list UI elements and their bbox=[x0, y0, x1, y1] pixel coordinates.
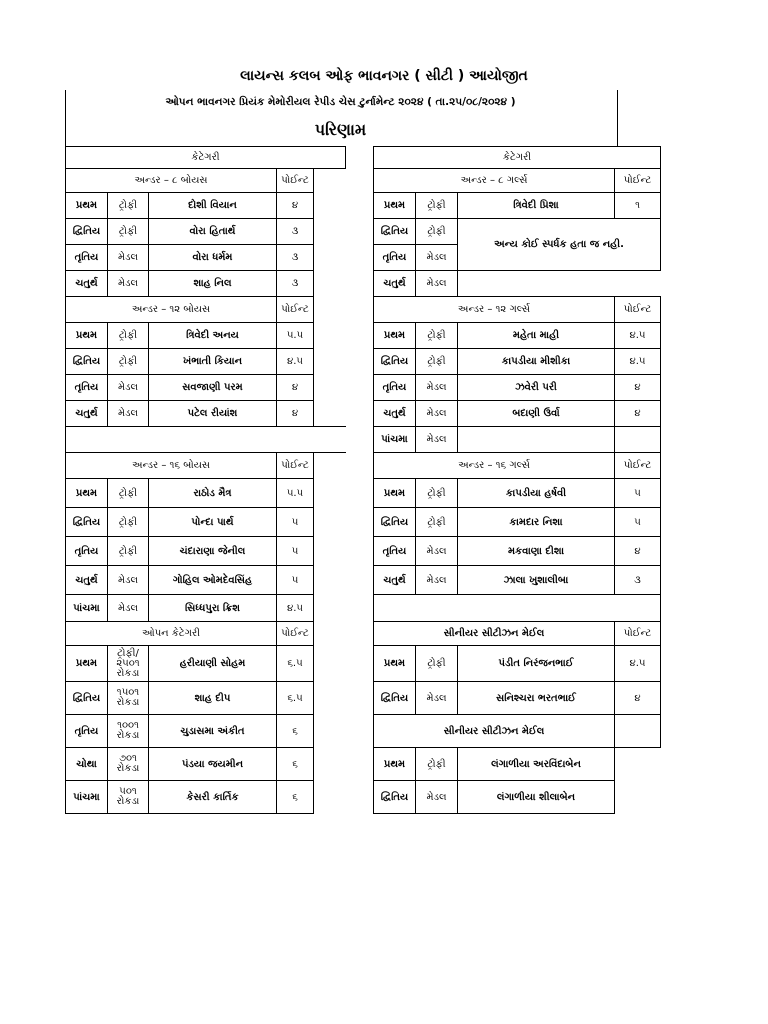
name-cell: શાહ નિલ bbox=[149, 271, 277, 297]
prize-cell: મેડલ bbox=[416, 271, 458, 297]
points-cell: ૩ bbox=[615, 566, 661, 595]
rank-cell: ચતુર્થ bbox=[66, 271, 108, 297]
rank-cell: દ્વિતિય bbox=[374, 349, 416, 375]
points-cell: ૬ bbox=[277, 781, 314, 814]
prize-cell: મેડલ bbox=[108, 595, 149, 622]
name-cell: ખંભાતી કિયાન bbox=[149, 349, 277, 375]
name-cell: કાપડીયા હર્ષવી bbox=[458, 479, 615, 508]
name-cell: કામદાર નિશા bbox=[458, 508, 615, 537]
points-cell bbox=[615, 427, 661, 453]
table-row bbox=[66, 715, 346, 748]
rank-cell: ચતુર્થ bbox=[374, 566, 416, 595]
rank-cell: તૃતિય bbox=[66, 537, 108, 566]
table-row bbox=[66, 349, 346, 375]
result-heading: પરિણામ bbox=[314, 120, 367, 139]
tournament-title: ઓપન ભાવનગર પ્રિયંક મેમોરીયલ રેપીડ ચેસ ટુર્નામેન્ટ ૨૦૨૪ ( તા.૨૫/૦૮/૨૦૨૪ ) bbox=[165, 96, 516, 108]
points-header: પોઈન્ટ bbox=[277, 622, 314, 646]
rank-cell: દ્વિતિય bbox=[374, 781, 416, 814]
section-title: અન્ડર – ૧૬ ગર્લ્સ bbox=[374, 453, 615, 479]
rank-cell: દ્વિતિય bbox=[66, 219, 108, 245]
rank-cell: પાંચમા bbox=[66, 595, 108, 622]
name-cell: પંડીત નિરંજનભાઈ bbox=[458, 646, 615, 682]
name-cell: સવજાણી પરમ bbox=[149, 375, 277, 401]
prize-cell: ટ્રોફી bbox=[416, 323, 458, 349]
name-cell: બદાણી ઉર્વા bbox=[458, 401, 615, 427]
rank-cell: પ્રથમ bbox=[66, 479, 108, 508]
prize-cell: ટ્રોફી bbox=[416, 508, 458, 537]
name-cell: સનિશ્ચરા ભરતભાઈ bbox=[458, 682, 615, 715]
blank-row bbox=[374, 595, 661, 622]
name-cell: મકવાણા દીશા bbox=[458, 537, 615, 566]
points-header: પોઈન્ટ bbox=[615, 169, 661, 193]
prize-cell: મેડલ bbox=[416, 781, 458, 814]
points-cell: ૪ bbox=[615, 401, 661, 427]
points-cell: ૪ bbox=[615, 537, 661, 566]
table-row bbox=[374, 566, 661, 595]
prize-cell: મેડલ bbox=[108, 375, 149, 401]
rank-cell: પ્રથમ bbox=[374, 748, 416, 781]
name-cell bbox=[458, 427, 615, 453]
name-cell: સિધ્ધપુરા ક્રિશ bbox=[149, 595, 277, 622]
rank-cell: પ્રથમ bbox=[374, 479, 416, 508]
points-cell: ૪.૫ bbox=[277, 595, 314, 622]
table-row bbox=[66, 479, 346, 508]
name-cell: હરીયાણી સોહમ bbox=[149, 646, 277, 682]
rank-cell: ચોથા bbox=[66, 748, 108, 781]
section-title: સીનીયર સીટીઝન મેઈલ bbox=[374, 715, 615, 748]
prize-cell: મેડલ bbox=[416, 682, 458, 715]
rank-cell: તૃતિય bbox=[66, 245, 108, 271]
points-cell: ૪.૫ bbox=[615, 349, 661, 375]
prize-cell: ટ્રોફી bbox=[416, 479, 458, 508]
name-cell: ચુડાસમા અંકીત bbox=[149, 715, 277, 748]
points-cell: ૫ bbox=[615, 479, 661, 508]
rank-cell: દ્વિતિય bbox=[66, 349, 108, 375]
rank-cell: પ્રથમ bbox=[66, 646, 108, 682]
points-cell: ૩ bbox=[277, 245, 314, 271]
prize-cell: ટ્રોફી bbox=[108, 537, 149, 566]
rank-cell: દ્વિતિય bbox=[66, 508, 108, 537]
blank-row bbox=[66, 427, 346, 453]
points-cell: ૫ bbox=[277, 537, 314, 566]
name-cell: ગોહિલ ઓમદેવસિંહ bbox=[149, 566, 277, 595]
prize-cell: મેડલ bbox=[416, 245, 458, 271]
name-cell: લંગાળીયા અરવિંદાબેન bbox=[458, 748, 615, 781]
table-row bbox=[66, 323, 346, 349]
points-cell: ૫.૫ bbox=[277, 479, 314, 508]
rank-cell: ચતુર્થ bbox=[374, 401, 416, 427]
table-row bbox=[374, 219, 661, 245]
rank-cell: ચતુર્થ bbox=[374, 271, 416, 297]
name-cell: પંડયા જયમીન bbox=[149, 748, 277, 781]
section-title: અન્ડર – ૧૬ બોયસ bbox=[66, 453, 277, 479]
section-title: અન્ડર – ૮ બોયસ bbox=[66, 169, 277, 193]
prize-cell: ટ્રોફી bbox=[416, 349, 458, 375]
category-header: કેટેગરી bbox=[374, 147, 661, 169]
table-row bbox=[374, 349, 661, 375]
table-row bbox=[66, 401, 346, 427]
table-row bbox=[374, 479, 661, 508]
points-cell: ૬ bbox=[277, 748, 314, 781]
rank-cell: તૃતિય bbox=[66, 715, 108, 748]
table-row bbox=[66, 219, 346, 245]
prize-cell: ટ્રોફી bbox=[108, 508, 149, 537]
prize-cell: મેડલ bbox=[416, 427, 458, 453]
points-header: પોઈન્ટ bbox=[277, 453, 314, 479]
table-row bbox=[374, 193, 661, 219]
table-row bbox=[66, 682, 346, 715]
prize-cell: ટ્રોફી bbox=[108, 349, 149, 375]
table-row bbox=[374, 682, 661, 715]
right-results-table bbox=[373, 146, 661, 814]
rank-cell: તૃતિય bbox=[66, 375, 108, 401]
rank-cell: તૃતિય bbox=[374, 245, 416, 271]
table-row bbox=[374, 646, 661, 682]
table-row bbox=[374, 781, 661, 814]
name-cell: ઝવેરી પરી bbox=[458, 375, 615, 401]
section-title: સીનીયર સીટીઝન મેઈલ bbox=[374, 622, 615, 646]
table-row bbox=[66, 375, 346, 401]
points-cell: ૪ bbox=[615, 682, 661, 715]
points-cell: ૩ bbox=[277, 219, 314, 245]
table-row bbox=[66, 748, 346, 781]
name-cell: પોન્દા પાર્થ bbox=[149, 508, 277, 537]
prize-cell: ૧૫૦૧ રોકડા bbox=[108, 682, 149, 715]
table-row bbox=[66, 245, 346, 271]
points-cell: ૩ bbox=[277, 271, 314, 297]
no-participants-note: અન્ય કોઈ સ્પર્ધક હતા જ નહી. bbox=[458, 219, 661, 271]
table-row bbox=[66, 508, 346, 537]
points-cell: ૪ bbox=[615, 375, 661, 401]
table-row bbox=[66, 781, 346, 814]
prize-cell: ૭૦૧ રોકડા bbox=[108, 748, 149, 781]
prize-cell: મેડલ bbox=[108, 245, 149, 271]
points-cell: ૪ bbox=[277, 401, 314, 427]
table-row bbox=[374, 401, 661, 427]
points-cell: ૪.૫ bbox=[277, 349, 314, 375]
points-cell: ૪ bbox=[277, 193, 314, 219]
points-header: પોઈન્ટ bbox=[615, 297, 661, 323]
section-title: અન્ડર – ૮ ગર્લ્સ bbox=[374, 169, 615, 193]
points-cell: ૪.૫ bbox=[615, 323, 661, 349]
name-cell: રાઠોડ મૈત્ર bbox=[149, 479, 277, 508]
table-row bbox=[66, 271, 346, 297]
name-cell: કેસરી કાર્તિક bbox=[149, 781, 277, 814]
points-cell: ૫.૫ bbox=[277, 323, 314, 349]
prize-cell: મેડલ bbox=[416, 566, 458, 595]
points-cell: ૪.૫ bbox=[615, 646, 661, 682]
prize-cell: ટ્રોફી/૨૫૦૧ રોકડા bbox=[108, 646, 149, 682]
points-cell: ૫ bbox=[277, 508, 314, 537]
name-cell: લંગાળીયા શીલાબેન bbox=[458, 781, 615, 814]
name-cell: મહેતા માહી bbox=[458, 323, 615, 349]
left-results-table bbox=[65, 146, 346, 814]
prize-cell: ટ્રોફી bbox=[108, 219, 149, 245]
points-header: પોઈન્ટ bbox=[277, 297, 314, 323]
prize-cell: ટ્રોફી bbox=[416, 193, 458, 219]
table-row bbox=[374, 508, 661, 537]
name-cell: ચંદારાણા જેનીલ bbox=[149, 537, 277, 566]
table-row bbox=[374, 427, 661, 453]
organizer-heading: લાયન્સ કલબ ઓફ ભાવનગર ( સીટી ) આયોજીત bbox=[240, 68, 528, 84]
name-cell: વોરા હિતાર્થ bbox=[149, 219, 277, 245]
name-cell: વોરા ધર્મમ bbox=[149, 245, 277, 271]
rank-cell: પ્રથમ bbox=[374, 646, 416, 682]
points-header: પોઈન્ટ bbox=[615, 622, 661, 646]
name-cell: કાપડીયા મીશીકા bbox=[458, 349, 615, 375]
prize-cell: મેડલ bbox=[416, 375, 458, 401]
rank-cell: પ્રથમ bbox=[66, 323, 108, 349]
prize-cell: મેડલ bbox=[108, 566, 149, 595]
section-title: અન્ડર – ૧૨ બોયસ bbox=[66, 297, 277, 323]
table-row bbox=[374, 748, 661, 781]
table-row bbox=[374, 323, 661, 349]
name-cell: શાહ દીપ bbox=[149, 682, 277, 715]
prize-cell: ટ્રોફી bbox=[108, 479, 149, 508]
table-row bbox=[66, 646, 346, 682]
rank-cell: તૃતિય bbox=[374, 375, 416, 401]
rank-cell: દ્વિતિય bbox=[374, 508, 416, 537]
name-cell: દોશી વિયાન bbox=[149, 193, 277, 219]
prize-cell: ૧૦૦૧ રોકડા bbox=[108, 715, 149, 748]
prize-cell: મેડલ bbox=[416, 401, 458, 427]
prize-cell: મેડલ bbox=[108, 271, 149, 297]
name-cell: ત્રિવેદી પ્રિશા bbox=[458, 193, 615, 219]
rank-cell: દ્વિતિય bbox=[374, 219, 416, 245]
points-cell: ૬.૫ bbox=[277, 646, 314, 682]
prize-cell: ટ્રોફી bbox=[108, 193, 149, 219]
name-cell: પટેલ રીયાંશ bbox=[149, 401, 277, 427]
prize-cell: ૫૦૧ રોકડા bbox=[108, 781, 149, 814]
table-row bbox=[66, 193, 346, 219]
table-row bbox=[66, 595, 346, 622]
name-cell: ઝાલા ખુશાલીબા bbox=[458, 566, 615, 595]
rank-cell: પ્રથમ bbox=[374, 323, 416, 349]
prize-cell: ટ્રોફી bbox=[416, 646, 458, 682]
table-row bbox=[374, 271, 661, 297]
points-header: પોઈન્ટ bbox=[277, 169, 314, 193]
prize-cell: મેડલ bbox=[108, 401, 149, 427]
name-cell: ત્રિવેદી અનય bbox=[149, 323, 277, 349]
table-row bbox=[374, 375, 661, 401]
table-row bbox=[66, 566, 346, 595]
rank-cell: પાંચમા bbox=[66, 781, 108, 814]
rank-cell: તૃતિય bbox=[374, 537, 416, 566]
rank-cell: પ્રથમ bbox=[374, 193, 416, 219]
section-title: ઓપન કેટેગરી bbox=[66, 622, 277, 646]
points-cell: ૫ bbox=[277, 566, 314, 595]
rank-cell: ચતુર્થ bbox=[66, 566, 108, 595]
category-header: કેટેગરી bbox=[66, 147, 346, 169]
points-cell: ૧ bbox=[615, 193, 661, 219]
rank-cell: દ્વિતિય bbox=[374, 682, 416, 715]
section-title: અન્ડર – ૧૨ ગર્લ્સ bbox=[374, 297, 615, 323]
rank-cell: પ્રથમ bbox=[66, 193, 108, 219]
prize-cell: ટ્રોફી bbox=[416, 748, 458, 781]
points-cell: ૪ bbox=[277, 375, 314, 401]
table-row bbox=[374, 537, 661, 566]
prize-cell: ટ્રોફી bbox=[416, 219, 458, 245]
prize-cell: ટ્રોફી bbox=[108, 323, 149, 349]
rank-cell: ચતુર્થ bbox=[66, 401, 108, 427]
rank-cell: દ્વિતિય bbox=[66, 682, 108, 715]
points-header: પોઈન્ટ bbox=[615, 453, 661, 479]
points-cell: ૬.૫ bbox=[277, 682, 314, 715]
points-cell: ૫ bbox=[615, 508, 661, 537]
table-row bbox=[66, 537, 346, 566]
rank-cell: પાંચમા bbox=[374, 427, 416, 453]
prize-cell: મેડલ bbox=[416, 537, 458, 566]
points-cell: ૬ bbox=[277, 715, 314, 748]
